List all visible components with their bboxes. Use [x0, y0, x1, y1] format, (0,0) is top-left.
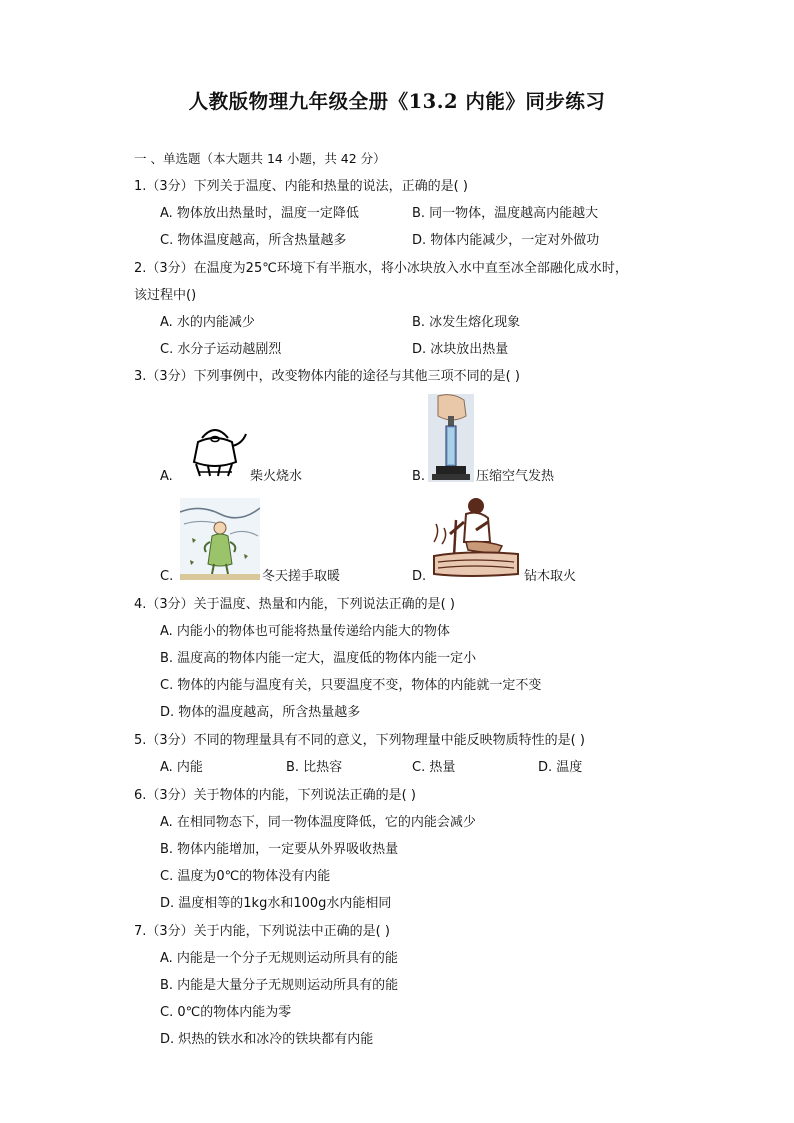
question-6-stem: 6.（3分）关于物体的内能，下列说法正确的是( ): [134, 788, 416, 803]
question-5-option-d: D. 温度: [538, 760, 583, 775]
page-title: 人教版物理九年级全册《13.2 内能》同步练习: [188, 90, 606, 113]
question-3-option-b-text: 压缩空气发热: [476, 469, 555, 484]
question-1-stem: 1.（3分）下列关于温度、内能和热量的说法，正确的是( ): [134, 179, 468, 194]
question-5-stem: 5.（3分）不同的物理量具有不同的意义，下列物理量中能反映物质特性的是( ): [134, 733, 585, 748]
question-2-option-d: D. 冰块放出热量: [412, 342, 509, 357]
question-2-option-c: C. 水分子运动越剧烈: [160, 342, 282, 357]
question-2-stem-line-2: 该过程中(): [134, 288, 197, 303]
question-3-option-a-text: 柴火烧水: [250, 469, 303, 484]
question-1-option-b: B. 同一物体，温度越高内能越大: [412, 206, 599, 221]
question-6-option-c: C. 温度为0℃的物体没有内能: [160, 869, 331, 884]
question-3-option-d-letter: D.: [412, 569, 427, 584]
question-7-stem: 7.（3分）关于内能，下列说法中正确的是( ): [134, 924, 390, 939]
question-4-stem: 4.（3分）关于温度、热量和内能，下列说法正确的是( ): [134, 597, 455, 612]
question-4-option-d: D. 物体的温度越高，所含热量越多: [160, 705, 361, 720]
question-5-option-c: C. 热量: [412, 760, 456, 775]
question-2-stem-line-1: 2.（3分）在温度为25℃环境下有半瓶水，将小冰块放入水中直至冰全部融化成水时，: [134, 261, 628, 276]
question-6-option-d: D. 温度相等的1kg水和100g水内能相同: [160, 896, 392, 911]
question-3-option-b-letter: B.: [412, 469, 426, 484]
question-7-option-a: A. 内能是一个分子无规则运动所具有的能: [160, 951, 398, 966]
question-4-option-a: A. 内能小的物体也可能将热量传递给内能大的物体: [160, 624, 450, 639]
kettle-fire-image: [180, 420, 250, 480]
question-6-option-a: A. 在相同物态下，同一物体温度降低，它的内能会减少: [160, 815, 476, 830]
question-1-option-c: C. 物体温度越高，所含热量越多: [160, 233, 347, 248]
rubbing-hands-image: [180, 498, 260, 580]
question-2-option-b: B. 冰发生熔化现象: [412, 315, 521, 330]
question-7-option-c: C. 0℃的物体内能为零: [160, 1005, 292, 1020]
air-compression-tube-image: [428, 394, 474, 482]
question-3-option-c-text: 冬天搓手取暖: [262, 569, 341, 584]
question-7-option-b: B. 内能是大量分子无规则运动所具有的能: [160, 978, 399, 993]
question-5-option-a: A. 内能: [160, 760, 203, 775]
question-4-option-b: B. 温度高的物体内能一定大，温度低的物体内能一定小: [160, 651, 477, 666]
question-3-option-d-text: 钻木取火: [524, 569, 577, 584]
question-5-option-b: B. 比热容: [286, 760, 343, 775]
question-3-option-c-letter: C.: [160, 569, 174, 584]
section-heading: 一 、单选题（本大题共 14 小题，共 42 分）: [134, 151, 386, 166]
drilling-wood-fire-image: [428, 494, 522, 580]
question-1-option-a: A. 物体放出热量时，温度一定降低: [160, 206, 359, 221]
question-6-option-b: B. 物体内能增加，一定要从外界吸收热量: [160, 842, 399, 857]
question-3-option-a-letter: A.: [160, 469, 173, 484]
question-7-option-d: D. 炽热的铁水和冰冷的铁块都有内能: [160, 1032, 374, 1047]
question-4-option-c: C. 物体的内能与温度有关，只要温度不变，物体的内能就一定不变: [160, 678, 542, 693]
question-1-option-d: D. 物体内能减少，一定对外做功: [412, 233, 600, 248]
question-2-option-a: A. 水的内能减少: [160, 315, 255, 330]
question-3-stem: 3.（3分）下列事例中，改变物体内能的途径与其他三项不同的是( ): [134, 369, 520, 384]
